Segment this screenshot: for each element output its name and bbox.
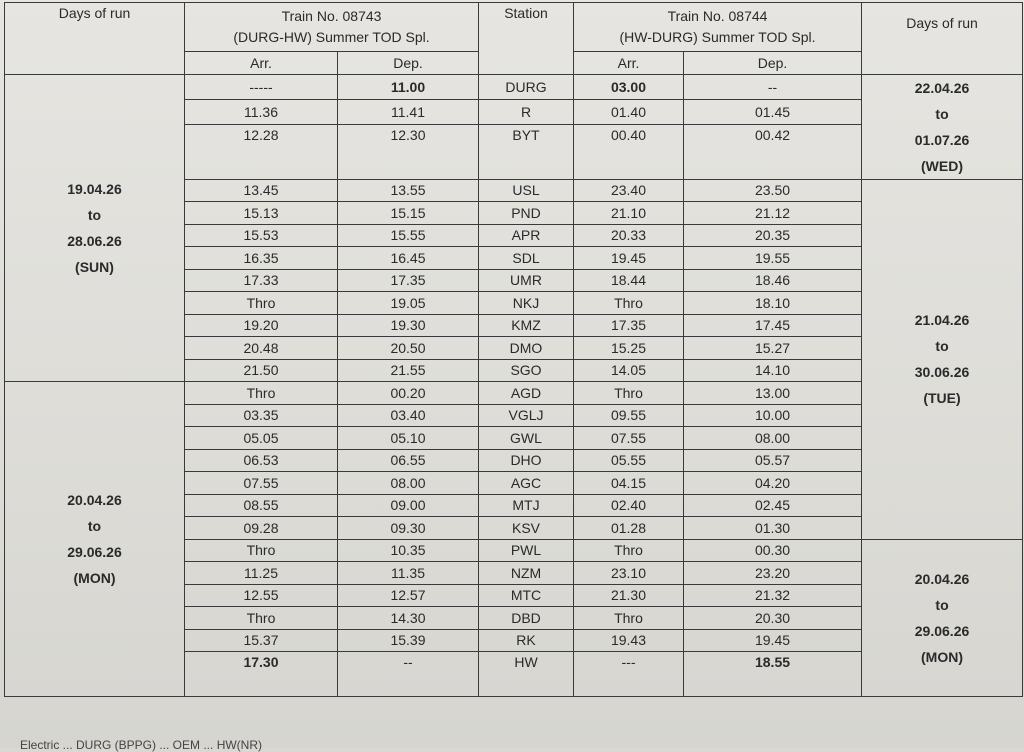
train-08744-header [574,3,862,52]
arrival-08744: Thro [574,607,684,630]
departure-08743: 10.35 [338,539,479,562]
arrival-08743: Thro [185,607,338,630]
departure-08743: 09.00 [338,494,479,517]
left-days-to-word: to [87,206,102,223]
departure-08743: 19.30 [338,314,479,337]
departure-08743: 17.35 [338,269,479,292]
departure-08743: -- [338,652,479,697]
left-days-from: 20.04.26 [67,492,122,508]
arrival-08743: 15.53 [185,224,338,247]
departure-08744: 21.32 [684,584,862,607]
arrival-08743: 06.53 [185,449,338,472]
arrival-08743: Thro [185,292,338,315]
departure-08744: 23.20 [684,562,862,585]
days-of-run-header-left: Days of run [5,3,185,75]
arrival-08743: 19.20 [185,314,338,337]
left-days-to: 28.06.26 [67,232,122,249]
station-code: PND [479,202,574,225]
departure-08743: 05.10 [338,427,479,450]
arrival-08743: 11.25 [185,562,338,585]
arrival-08743: 17.30 [185,652,338,697]
arrival-08743: ----- [185,74,338,99]
departure-08743: 20.50 [338,337,479,360]
departure-08743: 11.00 [338,74,479,99]
left-days-to: 29.06.26 [67,544,122,560]
station-code: AGD [479,382,574,405]
departure-08743: 15.39 [338,629,479,652]
arrival-08744: 14.05 [574,359,684,382]
right-days-of-run-3 [862,539,1023,697]
arrival-08743: 09.28 [185,517,338,540]
station-code: AGC [479,472,574,495]
departure-08744: 00.42 [684,124,862,179]
departure-08744: 10.00 [684,404,862,427]
arrival-08743: 07.55 [185,472,338,495]
arrival-08743: 15.13 [185,202,338,225]
arrival-08744: 05.55 [574,449,684,472]
departure-08744: 04.20 [684,472,862,495]
departure-08743: 06.55 [338,449,479,472]
departure-08744: 18.55 [684,652,862,697]
arrival-08744: --- [574,652,684,697]
departure-08743: 16.45 [338,247,479,270]
departure-08743: 12.57 [338,584,479,607]
arrival-08743: 16.35 [185,247,338,270]
station-code: KMZ [479,314,574,337]
station-code: KSV [479,517,574,540]
departure-08743: 08.00 [338,472,479,495]
departure-08743: 19.05 [338,292,479,315]
arrival-08744: 21.30 [574,584,684,607]
arrival-08743: Thro [185,539,338,562]
departure-08743: 11.35 [338,562,479,585]
station-code: RK [479,629,574,652]
arrival-08744: 09.55 [574,404,684,427]
departure-08744: 15.27 [684,337,862,360]
arrival-08743: 13.45 [185,179,338,202]
right-days-day: (MON) [921,648,964,665]
train-08744-number: Train No. 08744 [667,8,768,24]
arrival-08744: 03.00 [574,74,684,99]
station-code: HW [479,652,574,697]
left-days-from: 19.04.26 [67,180,122,197]
arrival-08743: 05.05 [185,427,338,450]
right-days-to: 30.06.26 [914,364,970,380]
departure-08743: 15.55 [338,224,479,247]
station-code: PWL [479,539,574,562]
arrival-08744: 07.55 [574,427,684,450]
arrival-08744: 04.15 [574,472,684,495]
right-days-to-word: to [935,596,949,613]
arr-header-08744: Arr. [574,52,684,75]
station-code: MTJ [479,494,574,517]
station-code: SDL [479,247,574,270]
arrival-08744: 15.25 [574,337,684,360]
departure-08743: 09.30 [338,517,479,540]
departure-08743: 13.55 [338,179,479,202]
arrival-08744: Thro [574,292,684,315]
left-days-to-word: to [87,518,102,534]
station-code: NZM [479,562,574,585]
departure-08743: 00.20 [338,382,479,405]
departure-08743: 15.15 [338,202,479,225]
station-header: Station [479,3,574,75]
arrival-08743: 11.36 [185,99,338,124]
arrival-08744: 19.43 [574,629,684,652]
dep-header-08744: Dep. [684,52,862,75]
departure-08744: 17.45 [684,314,862,337]
timetable-body [5,74,1023,697]
left-days-of-run-2 [5,382,185,697]
departure-08744: 20.30 [684,607,862,630]
right-days-of-run-2 [862,179,1023,539]
departure-08743: 14.30 [338,607,479,630]
station-code: DURG [479,74,574,99]
station-code: DHO [479,449,574,472]
left-days-day: (MON) [73,570,116,586]
right-days-to: 01.07.26 [914,131,970,148]
days-of-run-header-right: Days of run [862,3,1023,75]
station-code: GWL [479,427,574,450]
right-days-from: 21.04.26 [914,312,970,328]
arrival-08744: 19.45 [574,247,684,270]
station-code: SGO [479,359,574,382]
departure-08743: 03.40 [338,404,479,427]
departure-08744: 20.35 [684,224,862,247]
station-code: BYT [479,124,574,179]
departure-08744: 21.12 [684,202,862,225]
arrival-08744: 01.28 [574,517,684,540]
departure-08744: 01.45 [684,99,862,124]
departure-08744: 08.00 [684,427,862,450]
departure-08744: 00.30 [684,539,862,562]
station-code: DMO [479,337,574,360]
departure-08744: 19.55 [684,247,862,270]
arrival-08743: 20.48 [185,337,338,360]
arrival-08743: 12.55 [185,584,338,607]
left-days-day: (SUN) [75,258,114,275]
train-timetable [4,2,1023,697]
right-days-of-run-1 [862,74,1023,179]
arrival-08744: 21.10 [574,202,684,225]
station-code: R [479,99,574,124]
station-code: APR [479,224,574,247]
arrival-08744: 02.40 [574,494,684,517]
arrival-08743: 03.35 [185,404,338,427]
departure-08744: 14.10 [684,359,862,382]
departure-08744: 23.50 [684,179,862,202]
arrival-08743: 21.50 [185,359,338,382]
train-08743-number: Train No. 08743 [281,8,382,24]
footer-note: Electric ... DURG (BPPG) ... OEM ... HW(NR) [20,738,263,752]
arrival-08744: 01.40 [574,99,684,124]
departure-08743: 12.30 [338,124,479,179]
arrival-08743: Thro [185,382,338,405]
right-days-from: 20.04.26 [914,570,970,587]
right-days-day: (WED) [921,157,964,174]
arrival-08744: 18.44 [574,269,684,292]
dep-header-08743: Dep. [338,52,479,75]
train-08744-name: (HW-DURG) Summer TOD Spl. [619,29,816,45]
train-08743-name: (DURG-HW) Summer TOD Spl. [233,29,430,45]
right-days-day: (TUE) [923,390,961,406]
arrival-08744: 23.40 [574,179,684,202]
arrival-08744: Thro [574,382,684,405]
station-code: VGLJ [479,404,574,427]
station-code: NKJ [479,292,574,315]
departure-08744: 02.45 [684,494,862,517]
arrival-08743: 15.37 [185,629,338,652]
departure-08743: 11.41 [338,99,479,124]
arrival-08744: 23.10 [574,562,684,585]
arr-header-08743: Arr. [185,52,338,75]
departure-08744: 18.10 [684,292,862,315]
departure-08744: 18.46 [684,269,862,292]
right-days-to: 29.06.26 [914,622,970,639]
station-code: MTC [479,584,574,607]
departure-08744: -- [684,74,862,99]
departure-08743: 21.55 [338,359,479,382]
timetable-row [5,74,1023,99]
departure-08744: 01.30 [684,517,862,540]
train-08743-header [185,3,479,52]
station-code: UMR [479,269,574,292]
arrival-08743: 08.55 [185,494,338,517]
left-days-of-run-1 [5,74,185,382]
right-days-to-word: to [935,105,949,122]
arrival-08743: 12.28 [185,124,338,179]
departure-08744: 19.45 [684,629,862,652]
right-days-from: 22.04.26 [914,79,970,96]
arrival-08744: 17.35 [574,314,684,337]
arrival-08743: 17.33 [185,269,338,292]
departure-08744: 13.00 [684,382,862,405]
right-days-to-word: to [935,338,949,354]
arrival-08744: 20.33 [574,224,684,247]
arrival-08744: Thro [574,539,684,562]
station-code: DBD [479,607,574,630]
station-code: USL [479,179,574,202]
arrival-08744: 00.40 [574,124,684,179]
departure-08744: 05.57 [684,449,862,472]
